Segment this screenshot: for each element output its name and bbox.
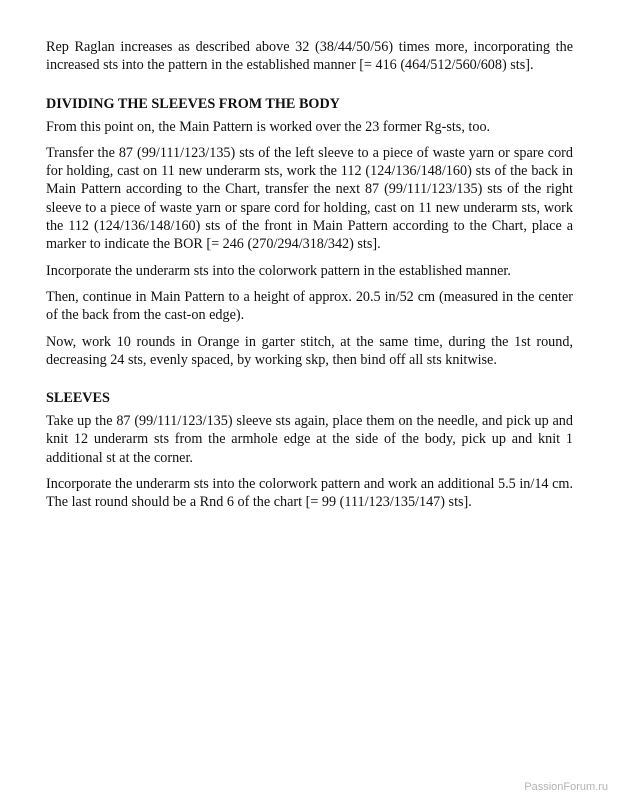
section-heading-dividing: DIVIDING THE SLEEVES FROM THE BODY <box>46 95 340 112</box>
dividing-paragraph-4: Then, continue in Main Pattern to a height of approx. 20.5 in/52 cm (measured in the center of the back from the cast-on edge). <box>46 288 573 324</box>
dividing-paragraph-5: Now, work 10 rounds in Orange in garter stitch, at the same time, during the 1st round, decreasing 24 sts, evenly spaced, by working skp, then bind off all sts knitwise. <box>46 333 573 368</box>
dividing-paragraph-3: Incorporate the underarm sts into the colorwork pattern in the established manner. <box>46 262 511 279</box>
site-watermark: PassionForum.ru <box>524 781 608 793</box>
sleeves-paragraph-1: Take up the 87 (99/111/123/135) sleeve sts again, place them on the needle, and pick up and knit 12 underarm sts from the armhole edge at the side of the body, pick up and knit 1 additional st at the corner. <box>46 413 573 466</box>
dividing-paragraph-1: From this point on, the Main Pattern is worked over the 23 former Rg-sts, too. <box>46 118 491 135</box>
sleeves-paragraph-2: Incorporate the underarm sts into the colorwork pattern and work an additional 5.5 in/14 cm. The last round should be a Rnd 6 of the chart [= 99 (111/123/135/147) sts]. <box>46 476 573 511</box>
dividing-paragraph-2: Transfer the 87 (99/111/123/135) sts of the left sleeve to a piece of waste yarn or spare cord for holding, cast on 11 new underarm sts, work the 112 (124/136/148/160) sts of the back in Main Pattern according to the Chart, transfer the next 87 (99/111/123/135) sts of the right sleeve to a piece of waste yarn or spare cord for holding, cast on 11 new underarm sts, work the 112 (124/136/148/160) sts of the front in Main Pattern according to the Chart, place a marker to indicate the BOR [= 246 (270/294/318/342) sts]. <box>46 144 573 253</box>
section-heading-sleeves: SLEEVES <box>46 390 110 407</box>
document-page <box>46 38 573 520</box>
intro-paragraph: Rep Raglan increases as described above 32 (38/44/50/56) times more, incorporating the increased sts into the pattern in the established manner [= 416 (464/512/560/608) sts]. <box>46 39 573 74</box>
